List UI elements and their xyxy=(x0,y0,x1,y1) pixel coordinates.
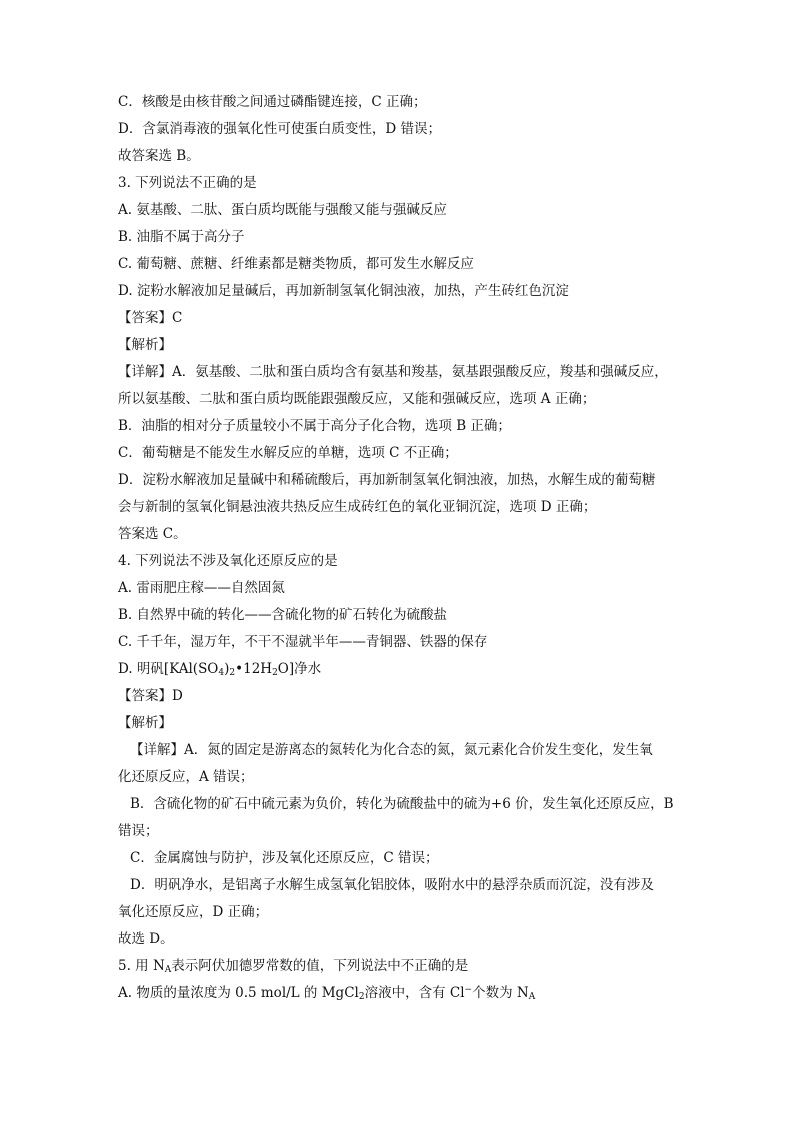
question-3-stem: 3. 下列说法不正确的是 xyxy=(118,175,257,191)
subscript: 4 xyxy=(218,668,225,678)
text-run: 溶液中，含有 Cl xyxy=(364,985,465,1001)
text-run: A. 物质的量浓度为 0.5 mol/L 的 MgCl xyxy=(118,985,359,1001)
text-run: D. 明矾[KAl(SO xyxy=(118,661,219,677)
subscript: 2 xyxy=(272,668,278,678)
text-line: B．含硫化物的矿石中硫元素为负价，转化为硫酸盐中的硫为+6 价，发生氧化还原反应，B xyxy=(130,796,674,812)
text-line: 答案选 C。 xyxy=(118,526,187,542)
question-3-option-d: D. 淀粉水解液加足量碱后，再加新制氢氧化铜浊液，加热，产生砖红色沉淀 xyxy=(118,283,569,299)
question-4-option-c: C. 千千年，湿万年，不干不湿就半年——青铜器、铁器的保存 xyxy=(118,634,488,650)
text-line: 故选 D。 xyxy=(118,931,174,947)
subscript: A xyxy=(528,992,536,1002)
document-page xyxy=(118,89,718,1007)
question-3-analysis-label: 【解析】 xyxy=(118,337,172,353)
text-run: ) xyxy=(224,661,230,677)
question-3-answer: 【答案】C xyxy=(118,310,183,326)
question-4-analysis-label: 【解析】 xyxy=(118,715,172,731)
question-5-option-a xyxy=(118,980,718,1007)
question-4-answer: 【答案】D xyxy=(118,688,183,704)
subscript: A xyxy=(164,965,172,975)
text-line: D．明矾净水，是铝离子水解生成氢氧化铝胶体，吸附水中的悬浮杂质而沉淀，没有涉及 xyxy=(130,877,654,893)
question-5-stem xyxy=(118,953,718,980)
text-line: 会与新制的氢氧化铜悬浊液共热反应生成砖红色的氧化亚铜沉淀，选项 D 正确； xyxy=(118,499,597,515)
text-run: •12H xyxy=(235,661,273,677)
text-line: 化还原反应，A 错误； xyxy=(118,769,254,785)
text-line: 故答案选 B。 xyxy=(118,148,200,164)
subscript: 2 xyxy=(229,668,236,678)
question-4-option-d xyxy=(118,656,718,683)
question-3-option-c: C. 葡萄糖、蔗糖、纤维素都是糖类物质，都可发生水解反应 xyxy=(118,256,474,272)
text-line: 所以氨基酸、二肽和蛋白质均既能跟强酸反应，又能和强碱反应，选项 A 正确； xyxy=(118,391,596,407)
question-3-option-a: A. 氨基酸、二肽、蛋白质均既能与强酸又能与强碱反应 xyxy=(118,202,447,218)
question-4-option-b: B. 自然界中硫的转化——含硫化物的矿石转化为硫酸盐 xyxy=(118,607,448,623)
text-line: 错误； xyxy=(118,823,159,839)
text-run: 5. 用 N xyxy=(118,958,165,974)
text-run: O]净水 xyxy=(277,661,322,677)
text-line: C．葡萄糖是不能发生水解反应的单糖，选项 C 不正确； xyxy=(118,445,458,461)
text-line: C．核酸是由核苷酸之间通过磷酯键连接，C 正确； xyxy=(118,94,427,110)
text-run: 表示阿伏加德罗常数的值，下列说法中不正确的是 xyxy=(171,958,469,974)
question-4-option-a: A. 雷雨肥庄稼——自然固氮 xyxy=(118,580,285,596)
text-line: 【详解】A．氨基酸、二肽和蛋白质均含有氨基和羧基，氨基跟强酸反应，羧基和强碱反应， xyxy=(118,364,668,380)
subscript: 2 xyxy=(358,992,365,1002)
superscript: − xyxy=(464,985,473,995)
text-line: D．含氯消毒液的强氧化性可使蛋白质变性，D 错误； xyxy=(118,121,441,137)
text-line: C．金属腐蚀与防护，涉及氧化还原反应，C 错误； xyxy=(130,850,439,866)
question-4-stem: 4. 下列说法不涉及氧化还原反应的是 xyxy=(118,553,338,569)
question-3-option-b: B. 油脂不属于高分子 xyxy=(118,229,245,245)
text-run: 个数为 N xyxy=(472,985,529,1001)
text-line: 氧化还原反应，D 正确； xyxy=(118,904,269,920)
text-line: B．油脂的相对分子质量较小不属于高分子化合物，选项 B 正确； xyxy=(118,418,511,434)
text-line: 【详解】A．氮的固定是游离态的氮转化为化合态的氮，氮元素化合价发生变化，发生氧 xyxy=(130,742,653,758)
text-line: D．淀粉水解液加足量碱中和稀硫酸后，再加新制氢氧化铜浊液，加热，水解生成的葡萄糖 xyxy=(118,472,656,488)
